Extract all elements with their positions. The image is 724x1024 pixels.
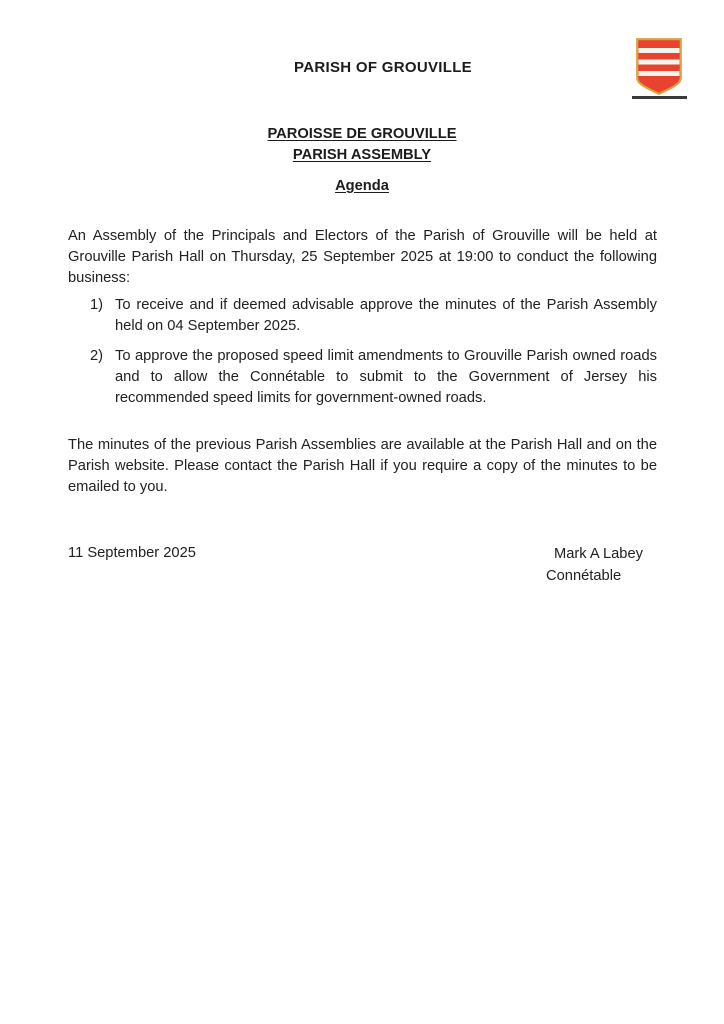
assembly-headings (0, 124, 724, 166)
agenda-item-1 (68, 295, 657, 337)
agenda-item-1-text: To receive and if deemed advisable approve the minutes of the Parish Assembly held on 04 September 2025. (115, 297, 657, 334)
document-date: 11 September 2025 (68, 545, 196, 561)
heading-paroisse: PAROISSE DE GROUVILLE (267, 126, 457, 142)
agenda-item-2-number: 2) (90, 348, 104, 364)
agenda-item-2-text: To approve the proposed speed limit amendments to Grouville Parish owned roads and to allow the Connétable to submit to the Government of Jersey his recommended speed limits for government-owned roads. (115, 348, 657, 406)
agenda-heading-row (0, 178, 724, 194)
agenda-heading: Agenda (335, 178, 389, 194)
crest-underline-rule (632, 96, 687, 99)
agenda-item-2 (68, 346, 657, 409)
crest-shield-icon (630, 38, 688, 95)
heading-parish-assembly: PARISH ASSEMBLY (292, 147, 432, 163)
minutes-note-paragraph: The minutes of the previous Parish Assemblies are available at the Parish Hall and on the Parish website. Please contact the Parish Hall if you require a copy of the minutes to be emailed to you. (68, 437, 657, 495)
signatory-name: Mark A Labey (554, 546, 643, 562)
signature-block (546, 543, 643, 587)
page-title: PARISH OF GROUVILLE (294, 59, 472, 76)
agenda-item-1-number: 1) (90, 297, 104, 313)
intro-paragraph: An Assembly of the Principals and Electors of the Parish of Grouville will be held at Grouville Parish Hall on Thursday, 25 September 2025 at 19:00 to conduct the following business: (68, 228, 657, 286)
parish-crest-logo (630, 38, 688, 99)
signatory-role: Connétable (546, 568, 622, 584)
